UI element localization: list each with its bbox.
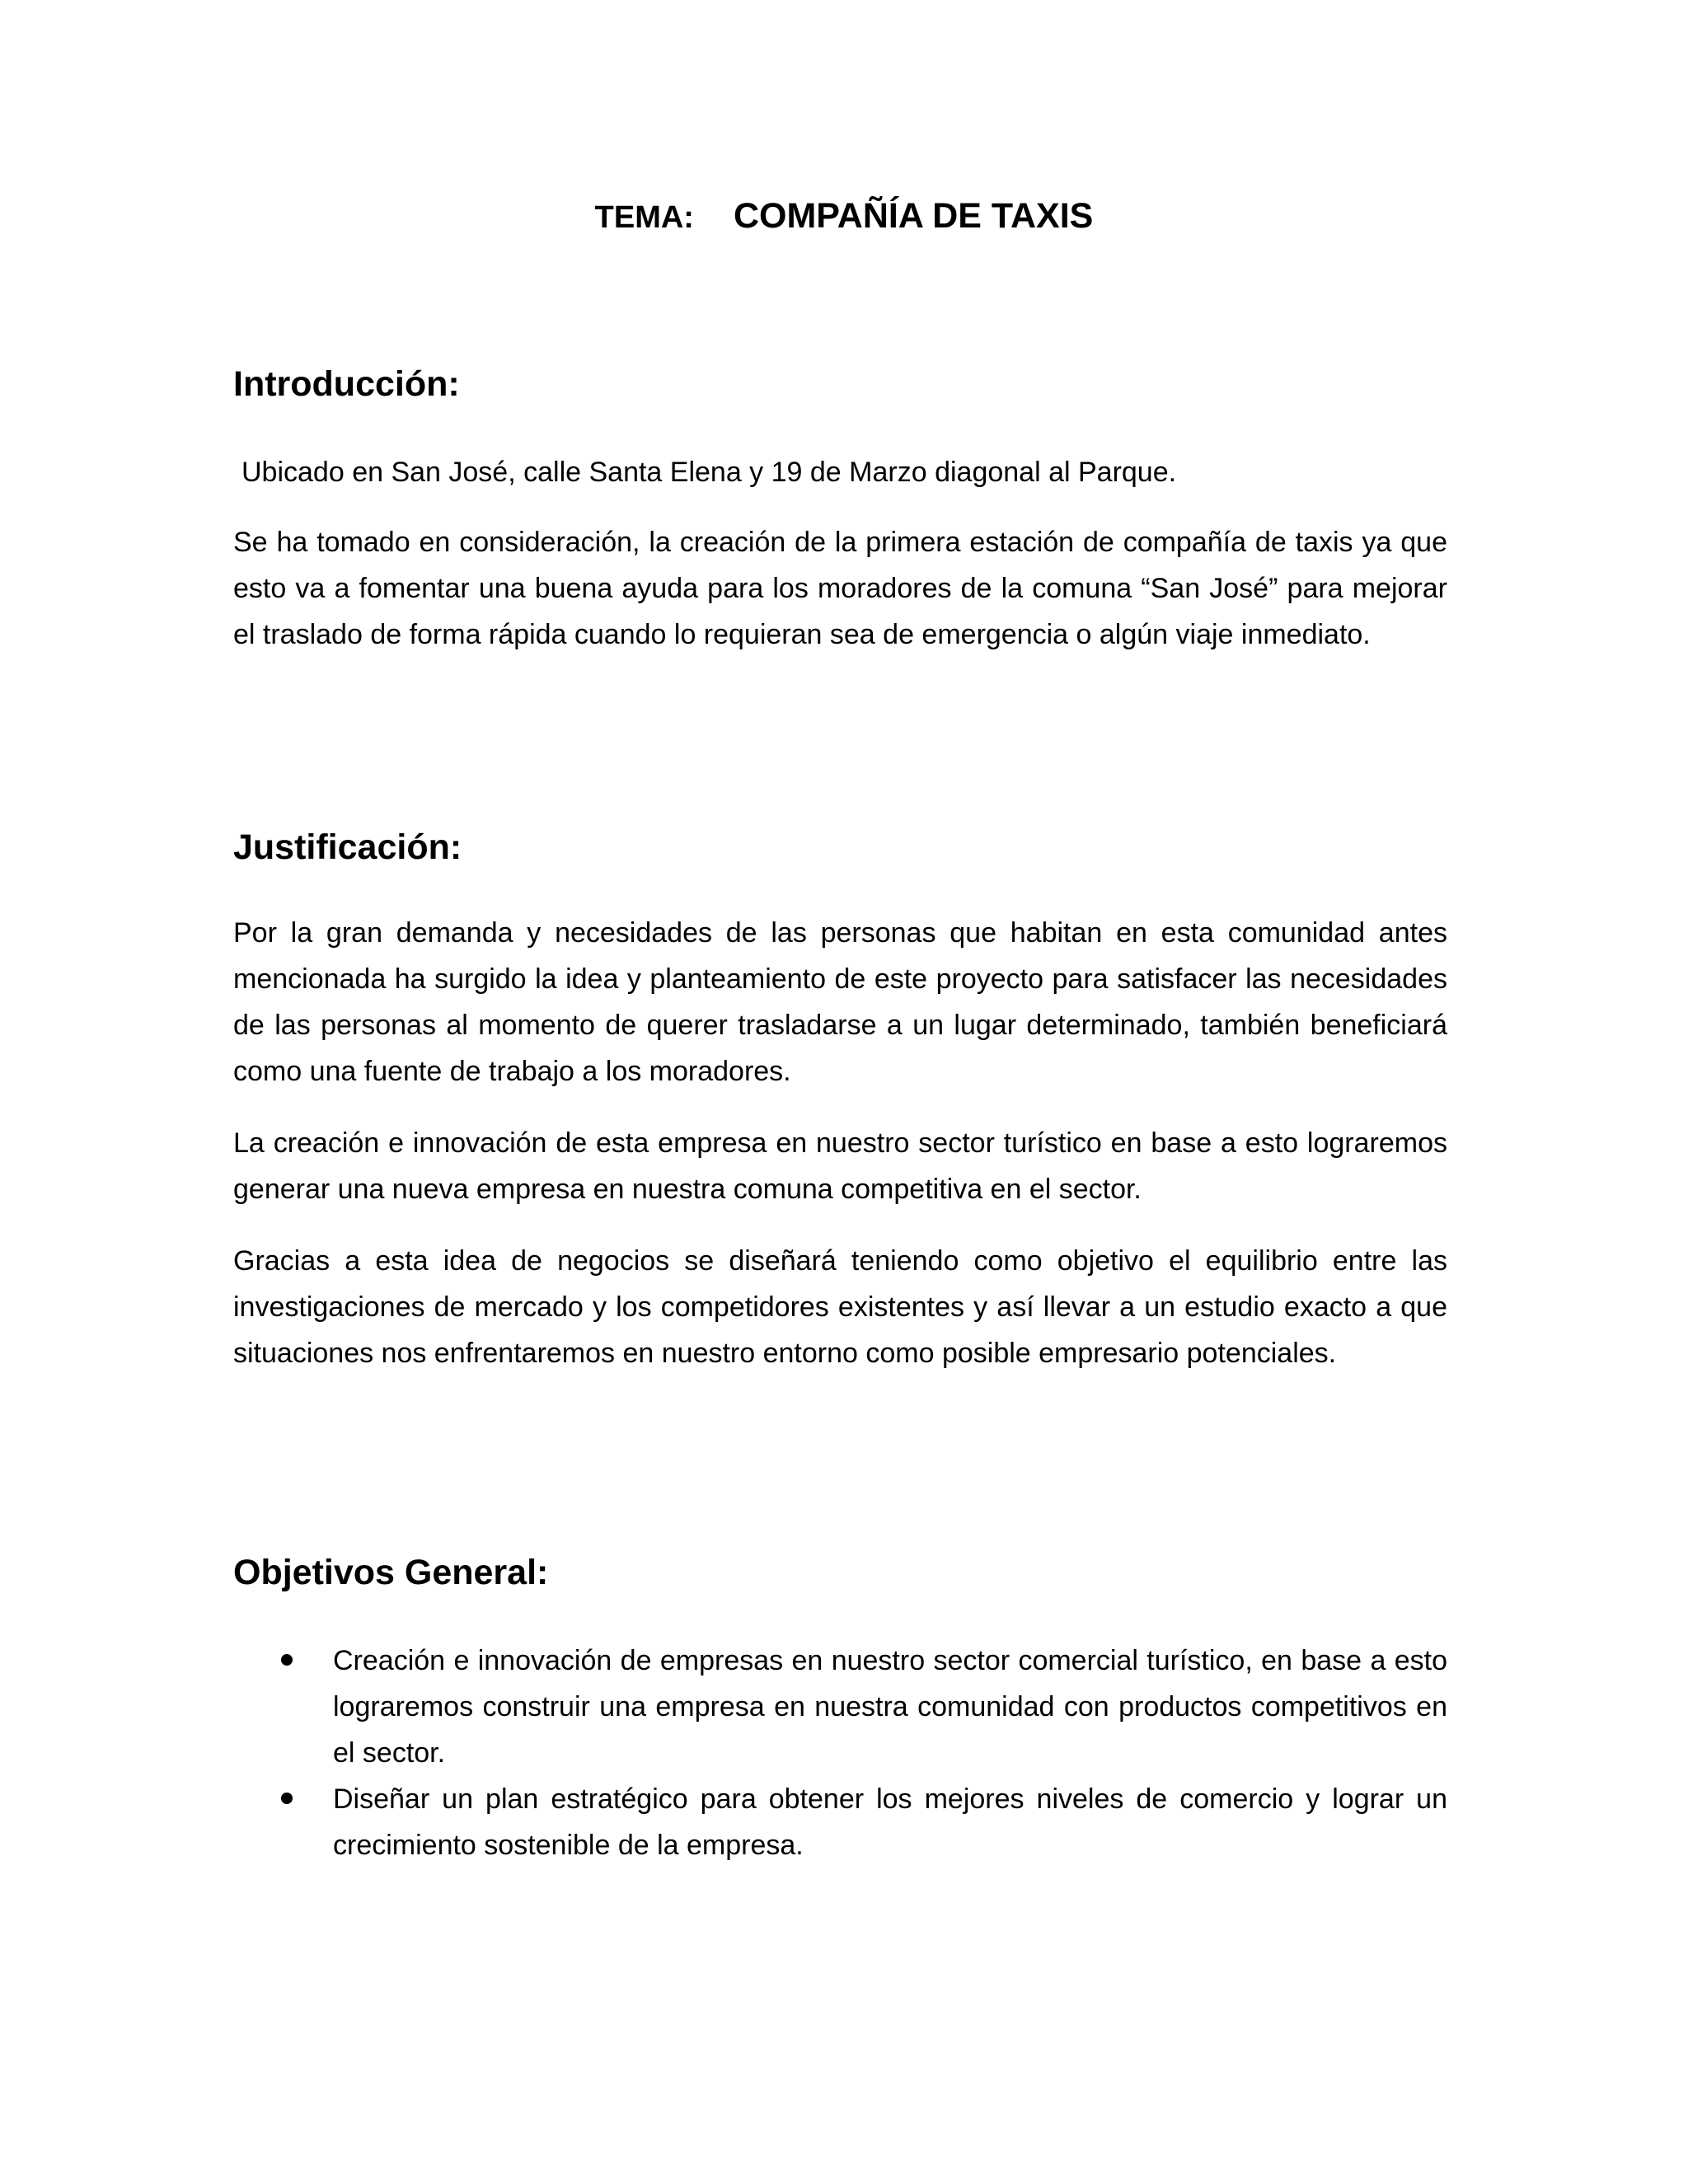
introduccion-heading: Introducción:	[233, 364, 460, 404]
justificacion-paragraph-1: Por la gran demanda y necesidades de las personas que habitan en esta comunidad antes mencionada ha surgido la idea y planteamiento de este proyecto para satisfacer las necesidades de las personas al momento de querer trasladarse a un lugar determinado, también beneficiará como una fuente de trabajo a los moradores.	[233, 917, 1447, 1087]
list-item	[233, 1638, 1447, 1776]
objetivos-heading: Objetivos General:	[233, 1553, 549, 1592]
title-label: TEMA:	[594, 200, 694, 235]
list-item	[233, 1776, 1447, 1868]
justificacion-paragraph-2: La creación e innovación de esta empresa en nuestro sector turístico en base a esto lograremos generar una nueva empresa en nuestra comuna competitiva en el sector.	[233, 1127, 1447, 1205]
introduccion-paragraph-2: Se ha tomado en consideración, la creación de la primera estación de compañía de taxis ya que esto va a fomentar una buena ayuda para los moradores de la comuna “San José” para mejorar el traslado de forma rápida cuando lo requieran sea de emergencia o algún viaje inmediato.	[233, 527, 1447, 650]
objetivos-list	[233, 1638, 1447, 1868]
bullet-icon	[281, 1793, 293, 1804]
justificacion-paragraph-3: Gracias a esta idea de negocios se diseñará teniendo como objetivo el equilibrio entre las investigaciones de mercado y los competidores existentes y así llevar a un estudio exacto a que situaciones nos enfrentaremos en nuestro entorno como posible empresario potenciales.	[233, 1245, 1447, 1369]
document-title	[0, 196, 1688, 237]
title-text: COMPAÑÍA DE TAXIS	[733, 196, 1094, 236]
introduccion-paragraph-1: Ubicado en San José, calle Santa Elena y 19 de Marzo diagonal al Parque.	[241, 457, 1177, 488]
list-item-text: Diseñar un plan estratégico para obtener los mejores niveles de comercio y lograr un crecimiento sostenible de la empresa.	[333, 1783, 1447, 1861]
bullet-icon	[281, 1654, 293, 1666]
justificacion-heading: Justificación:	[233, 827, 462, 867]
list-item-text: Creación e innovación de empresas en nuestro sector comercial turístico, en base a esto lograremos construir una empresa en nuestra comunidad con productos competitivos en el sector.	[333, 1645, 1447, 1769]
